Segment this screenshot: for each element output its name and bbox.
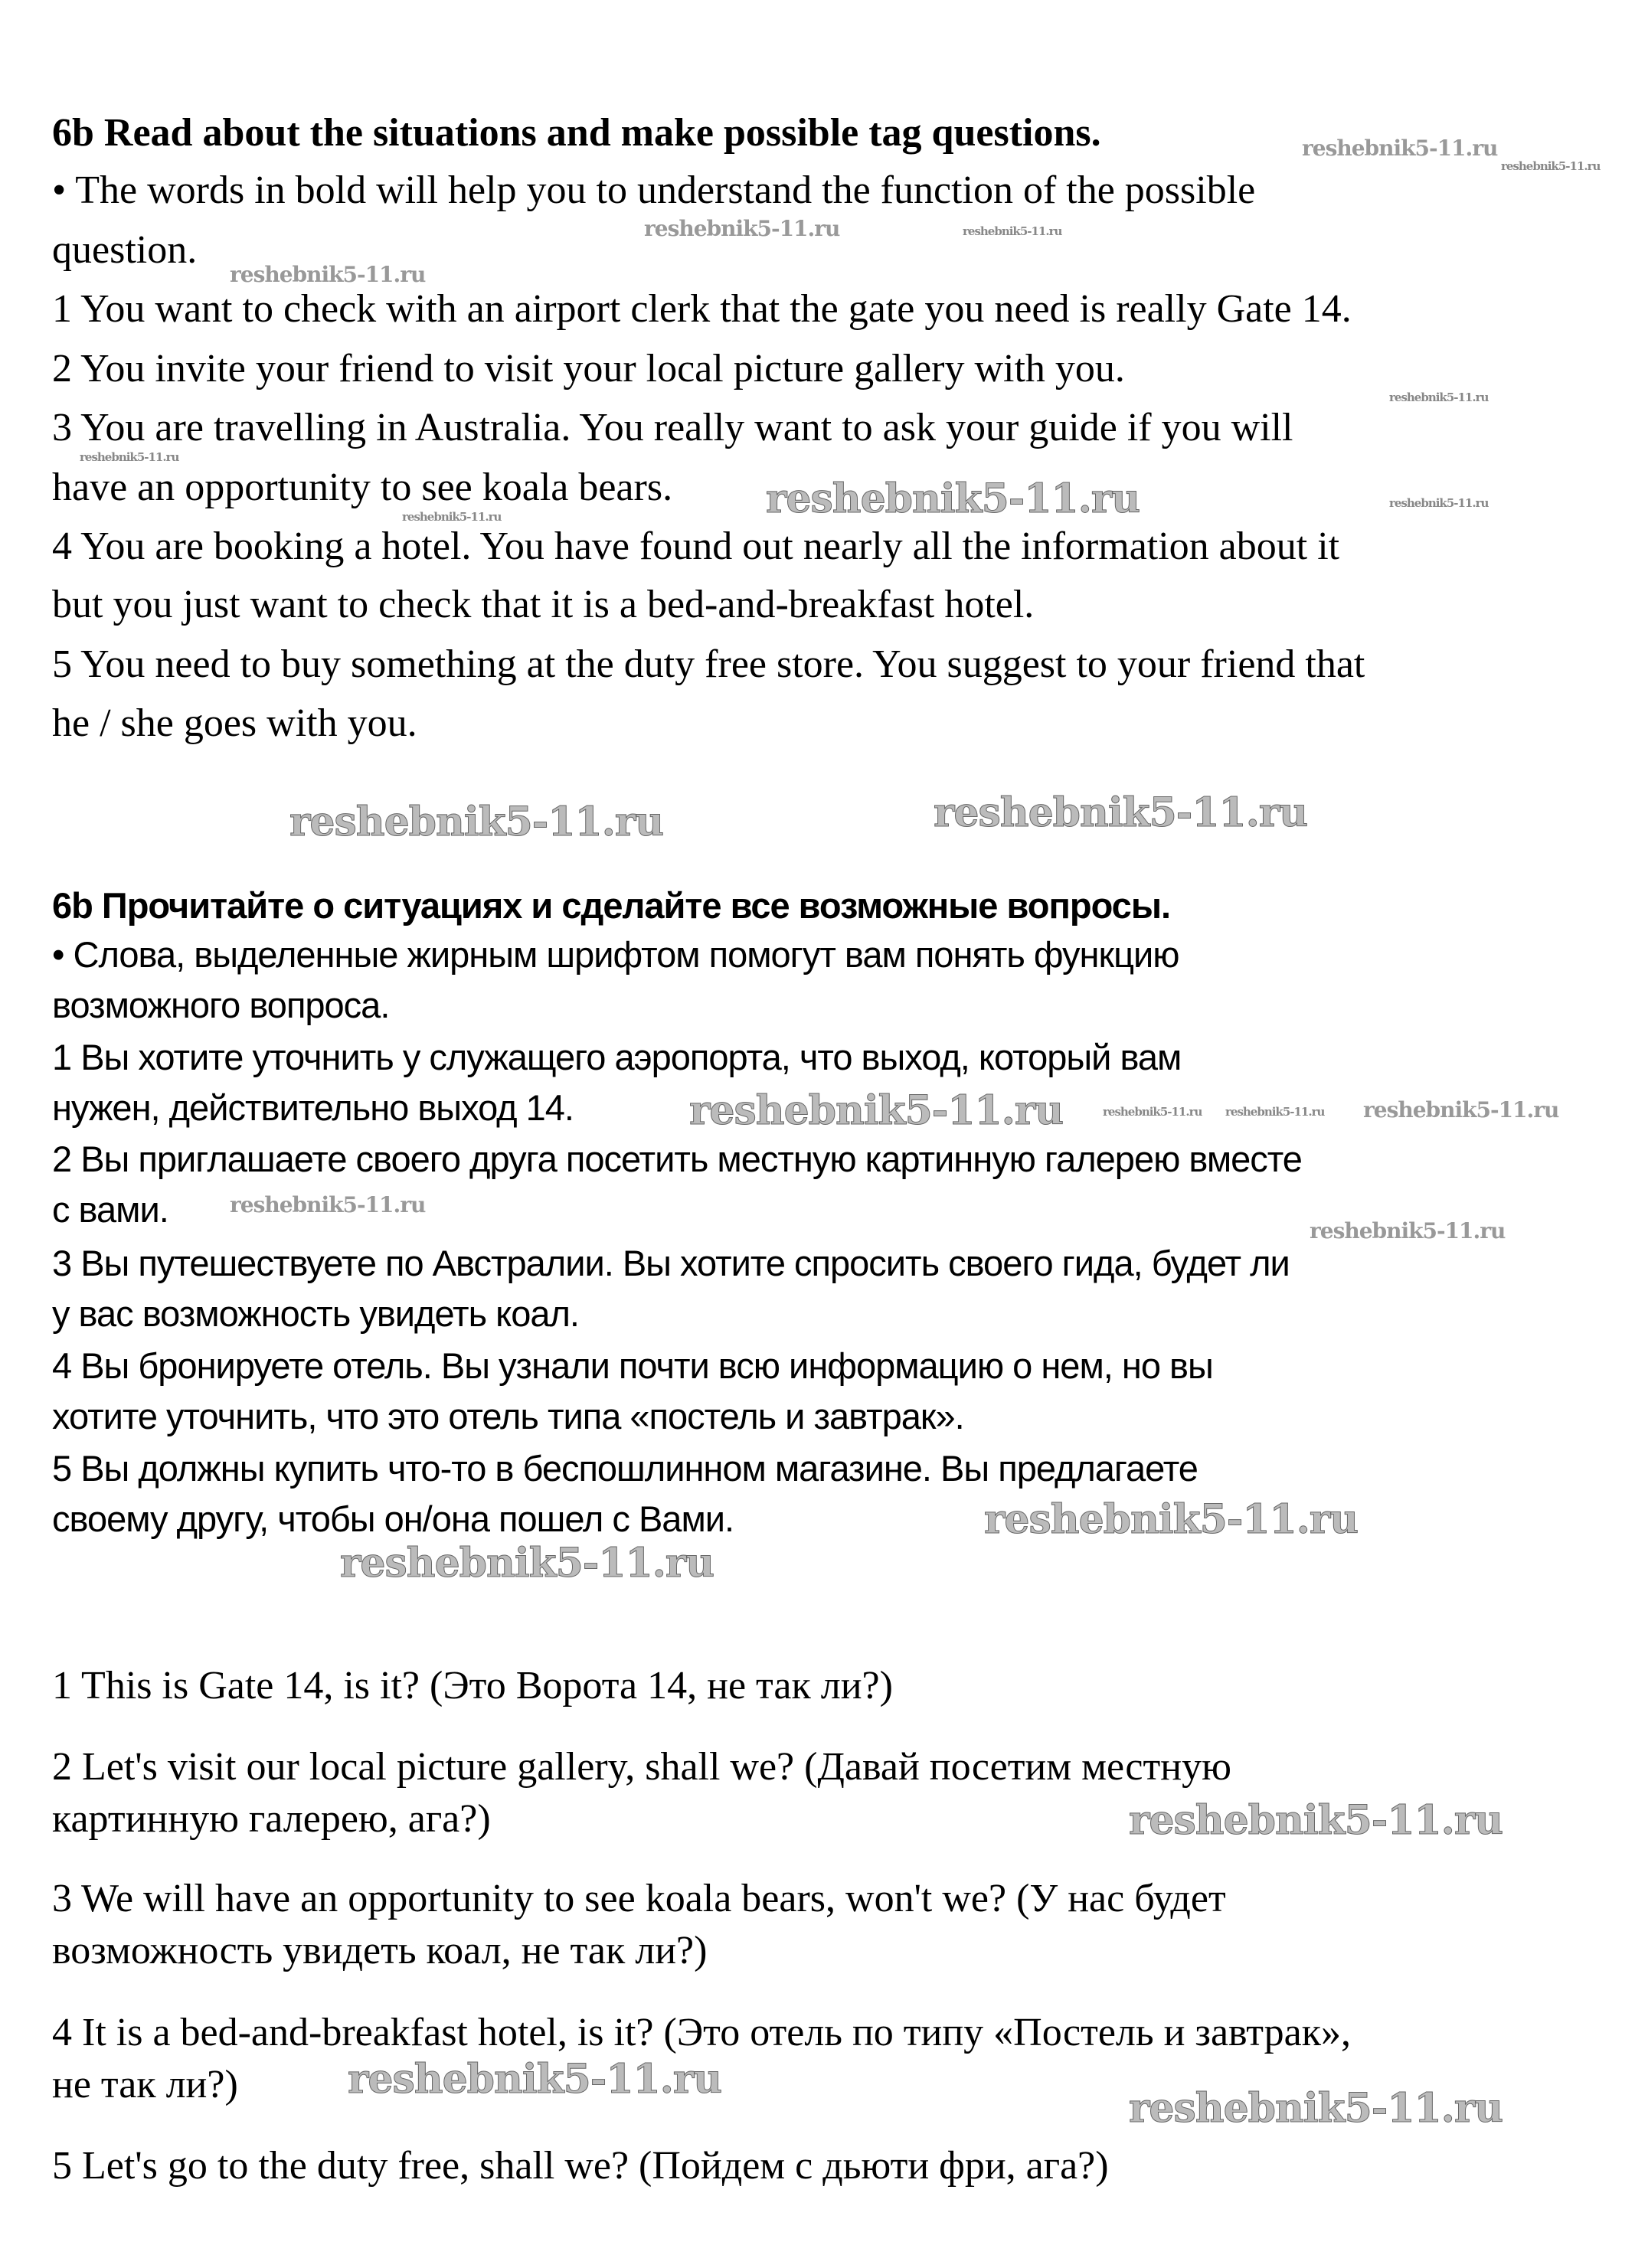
russian-line: хотите уточнить, что это отель типа «постель и завтрак». — [52, 1396, 964, 1436]
russian-line: 1 Вы хотите уточнить у служащего аэропорта, что выход, который вам — [52, 1037, 1182, 1077]
watermark: reshebnik5-11.ru — [1363, 1097, 1559, 1123]
watermark: reshebnik5-11.ru — [230, 1192, 426, 1217]
watermark: reshebnik5-11.ru — [80, 450, 179, 464]
watermark: reshebnik5-11.ru — [689, 1087, 1064, 1134]
russian-line: у вас возможность увидеть коал. — [52, 1293, 579, 1334]
russian-line: нужен, действительно выход 14. — [52, 1087, 574, 1128]
english-line: question. — [52, 228, 198, 272]
russian-line: возможного вопроса. — [52, 985, 390, 1025]
english-line: 2 You invite your friend to visit your local picture gallery with you. — [52, 347, 1125, 391]
watermark: reshebnik5-11.ru — [1302, 136, 1498, 161]
english-line: he / she goes with you. — [52, 701, 417, 745]
russian-line: 4 Вы бронируете отель. Вы узнали почти всю информацию о нем, но вы — [52, 1345, 1213, 1386]
english-line: have an opportunity to see koala bears. — [52, 466, 673, 509]
answer-line: 3 We will have an opportunity to see koala bears, won't we? (У нас будет — [52, 1877, 1226, 1920]
english-line: • The words in bold will help you to understand the function of the possible — [52, 168, 1256, 212]
answer-line: картинную галерею, ага?) — [52, 1797, 491, 1841]
watermark: reshebnik5-11.ru — [963, 224, 1062, 238]
russian-line: 3 Вы путешествуете по Австралии. Вы хотите спросить своего гида, будет ли — [52, 1243, 1290, 1283]
english-line: 1 You want to check with an airport clerk that the gate you need is really Gate 14. — [52, 287, 1352, 331]
watermark: reshebnik5-11.ru — [1501, 159, 1601, 173]
english-line: 3 You are travelling in Australia. You really want to ask your guide if you will — [52, 406, 1293, 449]
watermark: reshebnik5-11.ru — [934, 789, 1308, 836]
watermark: reshebnik5-11.ru — [1103, 1105, 1202, 1119]
watermark: reshebnik5-11.ru — [1389, 391, 1489, 404]
english-task-title: 6b Read about the situations and make possible tag questions. — [52, 111, 1101, 155]
russian-line: 2 Вы приглашаете своего друга посетить местную картинную галерею вместе — [52, 1139, 1302, 1179]
russian-line: своему другу, чтобы он/она пошел с Вами. — [52, 1498, 734, 1539]
answer-line: 1 This is Gate 14, is it? (Это Ворота 14, не так ли?) — [52, 1664, 893, 1708]
russian-line: с вами. — [52, 1189, 168, 1230]
watermark: reshebnik5-11.ru — [1389, 496, 1489, 510]
watermark: reshebnik5-11.ru — [402, 510, 502, 524]
watermark: reshebnik5-11.ru — [1129, 2085, 1503, 2132]
answer-line: 5 Let's go to the duty free, shall we? (Пойдем с дьюти фри, ага?) — [52, 2144, 1109, 2188]
watermark: reshebnik5-11.ru — [230, 262, 426, 287]
answer-line: 4 It is a bed-and-breakfast hotel, is it? (Это отель по типу «Постель и завтрак», — [52, 2011, 1351, 2054]
russian-line: 5 Вы должны купить что-то в беспошлинном магазине. Вы предлагаете — [52, 1448, 1198, 1489]
watermark: reshebnik5-11.ru — [1129, 1797, 1503, 1844]
watermark: reshebnik5-11.ru — [289, 799, 664, 845]
watermark: reshebnik5-11.ru — [348, 2056, 722, 2103]
watermark: reshebnik5-11.ru — [340, 1540, 714, 1587]
watermark: reshebnik5-11.ru — [1225, 1105, 1325, 1119]
answer-line: 2 Let's visit our local picture gallery, shall we? (Давай посетим местную — [52, 1745, 1231, 1789]
russian-task-title: 6b Прочитайте о ситуациях и сделайте все возможные вопросы. — [52, 885, 1171, 926]
english-line: 5 You need to buy something at the duty free store. You suggest to your friend that — [52, 642, 1365, 686]
watermark: reshebnik5-11.ru — [766, 475, 1140, 522]
russian-line: • Слова, выделенные жирным шрифтом помогут вам понять функцию — [52, 934, 1179, 975]
english-line: 4 You are booking a hotel. You have found out nearly all the information about it — [52, 525, 1340, 568]
answer-line: не так ли?) — [52, 2063, 238, 2106]
watermark: reshebnik5-11.ru — [644, 216, 840, 241]
watermark: reshebnik5-11.ru — [1310, 1218, 1506, 1243]
watermark: reshebnik5-11.ru — [984, 1496, 1359, 1543]
answer-line: возможность увидеть коал, не так ли?) — [52, 1929, 708, 1972]
english-line: but you just want to check that it is a bed-and-breakfast hotel. — [52, 583, 1035, 626]
